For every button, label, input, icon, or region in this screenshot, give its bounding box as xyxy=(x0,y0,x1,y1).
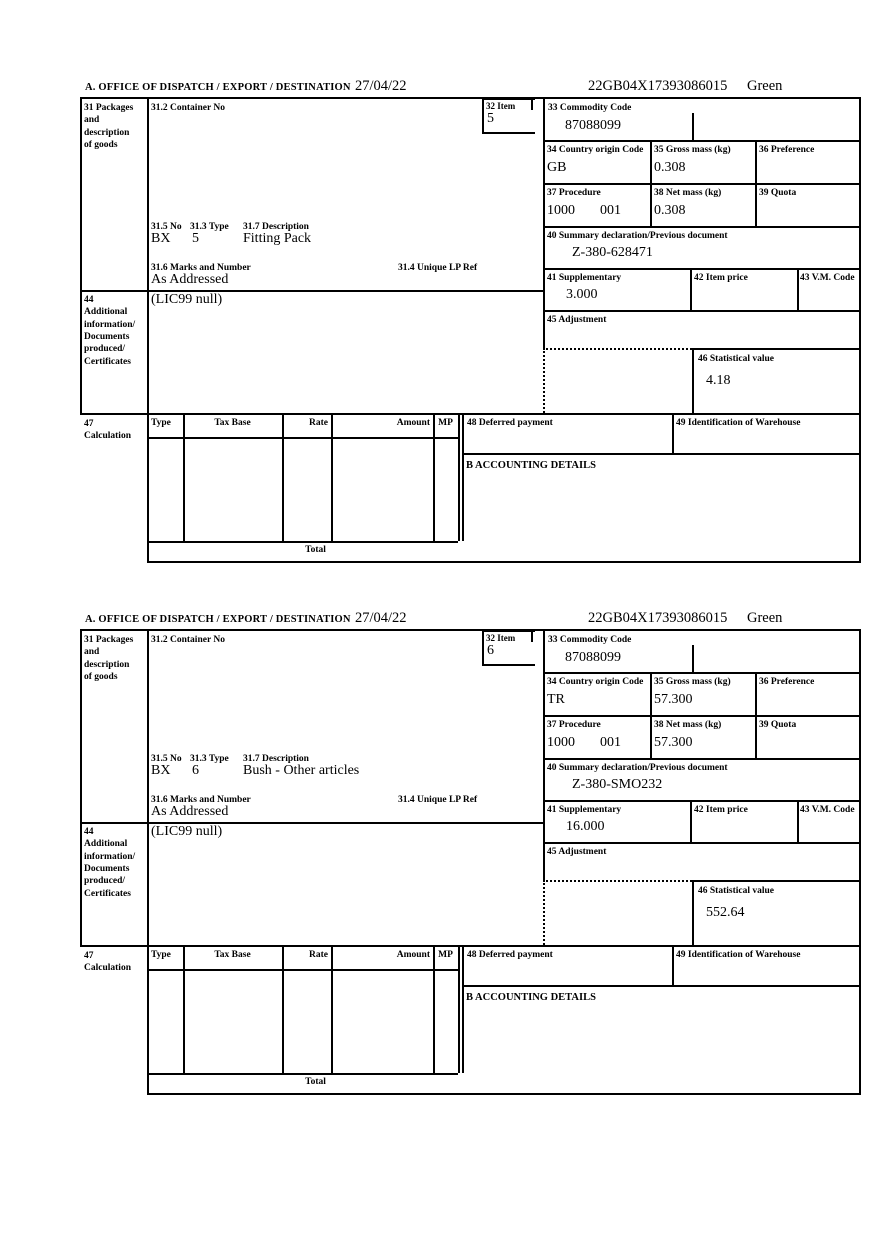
routing-status: Green xyxy=(747,78,783,94)
border-line xyxy=(543,880,545,945)
calc-col-type: Type xyxy=(151,418,171,428)
box44-label-line: Documents xyxy=(84,332,130,343)
box31-label xyxy=(84,634,144,683)
declaration-item-section xyxy=(0,75,882,575)
border-line xyxy=(80,945,861,947)
border-line xyxy=(80,413,861,415)
box38-label: 38 Net mass (kg) xyxy=(654,188,722,198)
border-line xyxy=(458,945,460,1073)
box44-label-line: 44 xyxy=(84,295,94,305)
box49-label: 49 Identification of Warehouse xyxy=(676,418,801,428)
box36-label: 36 Preference xyxy=(759,677,815,687)
previous-document-value: Z-380-SMO232 xyxy=(572,777,663,792)
package-type-value: 6 xyxy=(192,763,199,778)
box49-label: 49 Identification of Warehouse xyxy=(676,950,801,960)
box40-label: 40 Summary declaration/Previous document xyxy=(547,763,728,773)
border-line xyxy=(797,268,799,310)
border-line xyxy=(692,645,694,672)
border-line xyxy=(543,97,545,348)
box45-label: 45 Adjustment xyxy=(547,315,607,325)
box31-7-label: 31.7 Description xyxy=(243,222,309,232)
office-of-dispatch-header: A. OFFICE OF DISPATCH / EXPORT / DESTINATION xyxy=(85,82,351,93)
border-line xyxy=(462,453,861,455)
box38-label: 38 Net mass (kg) xyxy=(654,720,722,730)
mrn-value: 22GB04X17393086015 xyxy=(588,78,728,94)
marks-and-number-value: As Addressed xyxy=(151,804,229,819)
box44-label-line: Additional xyxy=(84,839,128,850)
box31-4-label: 31.4 Unique LP Ref xyxy=(398,795,478,805)
border-line xyxy=(543,226,861,228)
box32-label: 32 Item xyxy=(486,633,516,643)
box47-label-line: Calculation xyxy=(84,963,131,974)
box31-5-label: 31.5 No xyxy=(151,222,182,232)
border-line xyxy=(80,629,861,631)
box31-4-label: 31.4 Unique LP Ref xyxy=(398,263,478,273)
previous-document-value: Z-380-628471 xyxy=(572,245,653,260)
box45-label: 45 Adjustment xyxy=(547,847,607,857)
border-line xyxy=(183,945,185,1073)
box46-label: 46 Statistical value xyxy=(698,886,774,896)
border-line xyxy=(543,183,861,185)
declaration-date: 27/04/22 xyxy=(355,610,407,626)
box31-2-label: 31.2 Container No xyxy=(151,635,225,645)
border-line xyxy=(433,945,435,1073)
border-line xyxy=(543,348,545,413)
box31-label-line: description xyxy=(84,659,130,670)
procedure-value: 1000 xyxy=(547,735,575,750)
border-line xyxy=(531,98,533,110)
box43-label: 43 V.M. Code xyxy=(800,805,855,815)
border-line xyxy=(692,113,694,140)
origin-country-value: TR xyxy=(547,692,565,707)
box43-label: 43 V.M. Code xyxy=(800,273,855,283)
box40-label: 40 Summary declaration/Previous document xyxy=(547,231,728,241)
statistical-value: 552.64 xyxy=(706,905,745,920)
box34-label: 34 Country origin Code xyxy=(547,677,644,687)
calc-col-taxbase: Tax Base xyxy=(214,950,251,960)
calc-total-label: Total xyxy=(305,545,326,555)
border-line xyxy=(543,310,861,312)
mrn-value: 22GB04X17393086015 xyxy=(588,610,728,626)
box31-label-line: of goods xyxy=(84,140,118,151)
box31-3-label: 31.3 Type xyxy=(190,222,229,232)
box31-label-line: 31 Packages xyxy=(84,103,134,113)
office-of-dispatch-header: A. OFFICE OF DISPATCH / EXPORT / DESTINATION xyxy=(85,614,351,625)
box39-label: 39 Quota xyxy=(759,720,797,730)
box33-label: 33 Commodity Code xyxy=(548,103,632,113)
border-line xyxy=(797,800,799,842)
box31-6-label: 31.6 Marks and Number xyxy=(151,263,251,273)
box47-label xyxy=(84,950,144,975)
calc-col-amount: Amount xyxy=(396,950,430,960)
box36-label: 36 Preference xyxy=(759,145,815,155)
border-line xyxy=(543,800,861,802)
item-number-value: 5 xyxy=(487,111,494,126)
box31-label-line: and xyxy=(84,647,100,658)
border-line xyxy=(80,97,861,99)
package-type-value: 5 xyxy=(192,231,199,246)
border-line xyxy=(458,413,460,541)
calc-total-label: Total xyxy=(305,1077,326,1087)
box48-label: 48 Deferred payment xyxy=(467,950,553,960)
box32-label: 32 Item xyxy=(486,101,516,111)
box44-label-line: produced/ xyxy=(84,876,126,887)
item-number-value: 6 xyxy=(487,643,494,658)
package-no-value: BX xyxy=(151,231,171,246)
border-line xyxy=(690,268,692,310)
border-line xyxy=(672,945,674,985)
border-line xyxy=(650,140,652,226)
border-line xyxy=(672,413,674,453)
box31-label-line: and xyxy=(84,115,100,126)
border-line xyxy=(147,969,458,971)
procedure-value: 1000 xyxy=(547,203,575,218)
border-line xyxy=(692,880,861,882)
commodity-code-value: 87088099 xyxy=(565,650,621,665)
additional-info-value: (LIC99 null) xyxy=(151,292,223,307)
border-line xyxy=(80,822,543,824)
box31-label xyxy=(84,102,144,151)
border-line xyxy=(690,800,692,842)
box44-label-line: produced/ xyxy=(84,344,126,355)
box31-5-label: 31.5 No xyxy=(151,754,182,764)
calc-col-amount: Amount xyxy=(396,418,430,428)
box47-label-line: 47 xyxy=(84,951,94,961)
border-line xyxy=(80,290,543,292)
border-line xyxy=(147,1073,458,1075)
border-line xyxy=(433,413,435,541)
border-line xyxy=(650,672,652,758)
calc-col-mp: MP xyxy=(438,418,453,428)
border-line xyxy=(147,629,149,1093)
border-line xyxy=(282,945,284,1073)
supplementary-value: 3.000 xyxy=(566,287,598,302)
border-line xyxy=(543,880,692,882)
gross-mass-value: 57.300 xyxy=(654,692,693,707)
box37-label: 37 Procedure xyxy=(547,720,601,730)
box42-label: 42 Item price xyxy=(694,805,748,815)
box44-label-line: Additional xyxy=(84,307,128,318)
box44-label-line: Documents xyxy=(84,864,130,875)
package-no-value: BX xyxy=(151,763,171,778)
border-line xyxy=(859,97,861,563)
box31-label-line: 31 Packages xyxy=(84,635,134,645)
box44-label-line: Certificates xyxy=(84,356,131,367)
border-line xyxy=(147,541,458,543)
border-line xyxy=(692,348,694,413)
border-line xyxy=(543,842,861,844)
box44-label-line: Certificates xyxy=(84,888,131,899)
border-line xyxy=(692,348,861,350)
calc-col-type: Type xyxy=(151,950,171,960)
declaration-date: 27/04/22 xyxy=(355,78,407,94)
border-line xyxy=(147,97,149,561)
box35-label: 35 Gross mass (kg) xyxy=(654,677,731,687)
routing-status: Green xyxy=(747,610,783,626)
declaration-item-section xyxy=(0,607,882,1107)
border-line xyxy=(331,945,333,1073)
box35-label: 35 Gross mass (kg) xyxy=(654,145,731,155)
border-line xyxy=(755,672,757,758)
calc-col-mp: MP xyxy=(438,950,453,960)
box41-label: 41 Supplementary xyxy=(547,805,622,815)
border-line xyxy=(147,437,458,439)
border-line xyxy=(147,1093,861,1095)
box44-label-line: information/ xyxy=(84,319,136,330)
box41-label: 41 Supplementary xyxy=(547,273,622,283)
border-line xyxy=(543,758,861,760)
origin-country-value: GB xyxy=(547,160,567,175)
box34-label: 34 Country origin Code xyxy=(547,145,644,155)
border-line xyxy=(282,413,284,541)
border-line xyxy=(543,348,692,350)
net-mass-value: 0.308 xyxy=(654,203,686,218)
net-mass-value: 57.300 xyxy=(654,735,693,750)
box44-label xyxy=(84,294,146,368)
box31-6-label: 31.6 Marks and Number xyxy=(151,795,251,805)
accounting-details-label: B ACCOUNTING DETAILS xyxy=(466,460,596,471)
border-line xyxy=(859,629,861,1095)
additional-info-value: (LIC99 null) xyxy=(151,824,223,839)
border-line xyxy=(543,629,545,880)
border-line xyxy=(543,268,861,270)
calc-col-rate: Rate xyxy=(309,950,328,960)
border-line xyxy=(543,672,861,674)
border-line xyxy=(147,561,861,563)
box48-label: 48 Deferred payment xyxy=(467,418,553,428)
border-line xyxy=(543,140,861,142)
supplementary-value: 16.000 xyxy=(566,819,605,834)
gross-mass-value: 0.308 xyxy=(654,160,686,175)
border-line xyxy=(692,880,694,945)
calc-col-taxbase: Tax Base xyxy=(214,418,251,428)
box37-label: 37 Procedure xyxy=(547,188,601,198)
marks-and-number-value: As Addressed xyxy=(151,272,229,287)
border-line xyxy=(531,630,533,642)
commodity-code-value: 87088099 xyxy=(565,118,621,133)
goods-description-value: Bush - Other articles xyxy=(243,763,360,778)
box31-2-label: 31.2 Container No xyxy=(151,103,225,113)
border-line xyxy=(331,413,333,541)
box33-label: 33 Commodity Code xyxy=(548,635,632,645)
box44-label-line: information/ xyxy=(84,851,136,862)
border-line xyxy=(183,413,185,541)
border-line xyxy=(80,97,82,413)
box47-label-line: Calculation xyxy=(84,431,131,442)
box31-3-label: 31.3 Type xyxy=(190,754,229,764)
box47-label xyxy=(84,418,144,443)
border-line xyxy=(755,140,757,226)
box42-label: 42 Item price xyxy=(694,273,748,283)
box31-7-label: 31.7 Description xyxy=(243,754,309,764)
border-line xyxy=(462,945,464,1073)
border-line xyxy=(80,629,82,945)
accounting-details-label: B ACCOUNTING DETAILS xyxy=(466,992,596,1003)
box39-label: 39 Quota xyxy=(759,188,797,198)
border-line xyxy=(462,985,861,987)
border-line xyxy=(543,715,861,717)
box44-label xyxy=(84,826,146,900)
box47-label-line: 47 xyxy=(84,419,94,429)
calc-col-rate: Rate xyxy=(309,418,328,428)
box31-label-line: of goods xyxy=(84,672,118,683)
box44-label-line: 44 xyxy=(84,827,94,837)
statistical-value: 4.18 xyxy=(706,373,731,388)
goods-description-value: Fitting Pack xyxy=(243,231,312,246)
procedure2-value: 001 xyxy=(600,203,621,218)
box31-label-line: description xyxy=(84,127,130,138)
border-line xyxy=(462,413,464,541)
box46-label: 46 Statistical value xyxy=(698,354,774,364)
procedure2-value: 001 xyxy=(600,735,621,750)
